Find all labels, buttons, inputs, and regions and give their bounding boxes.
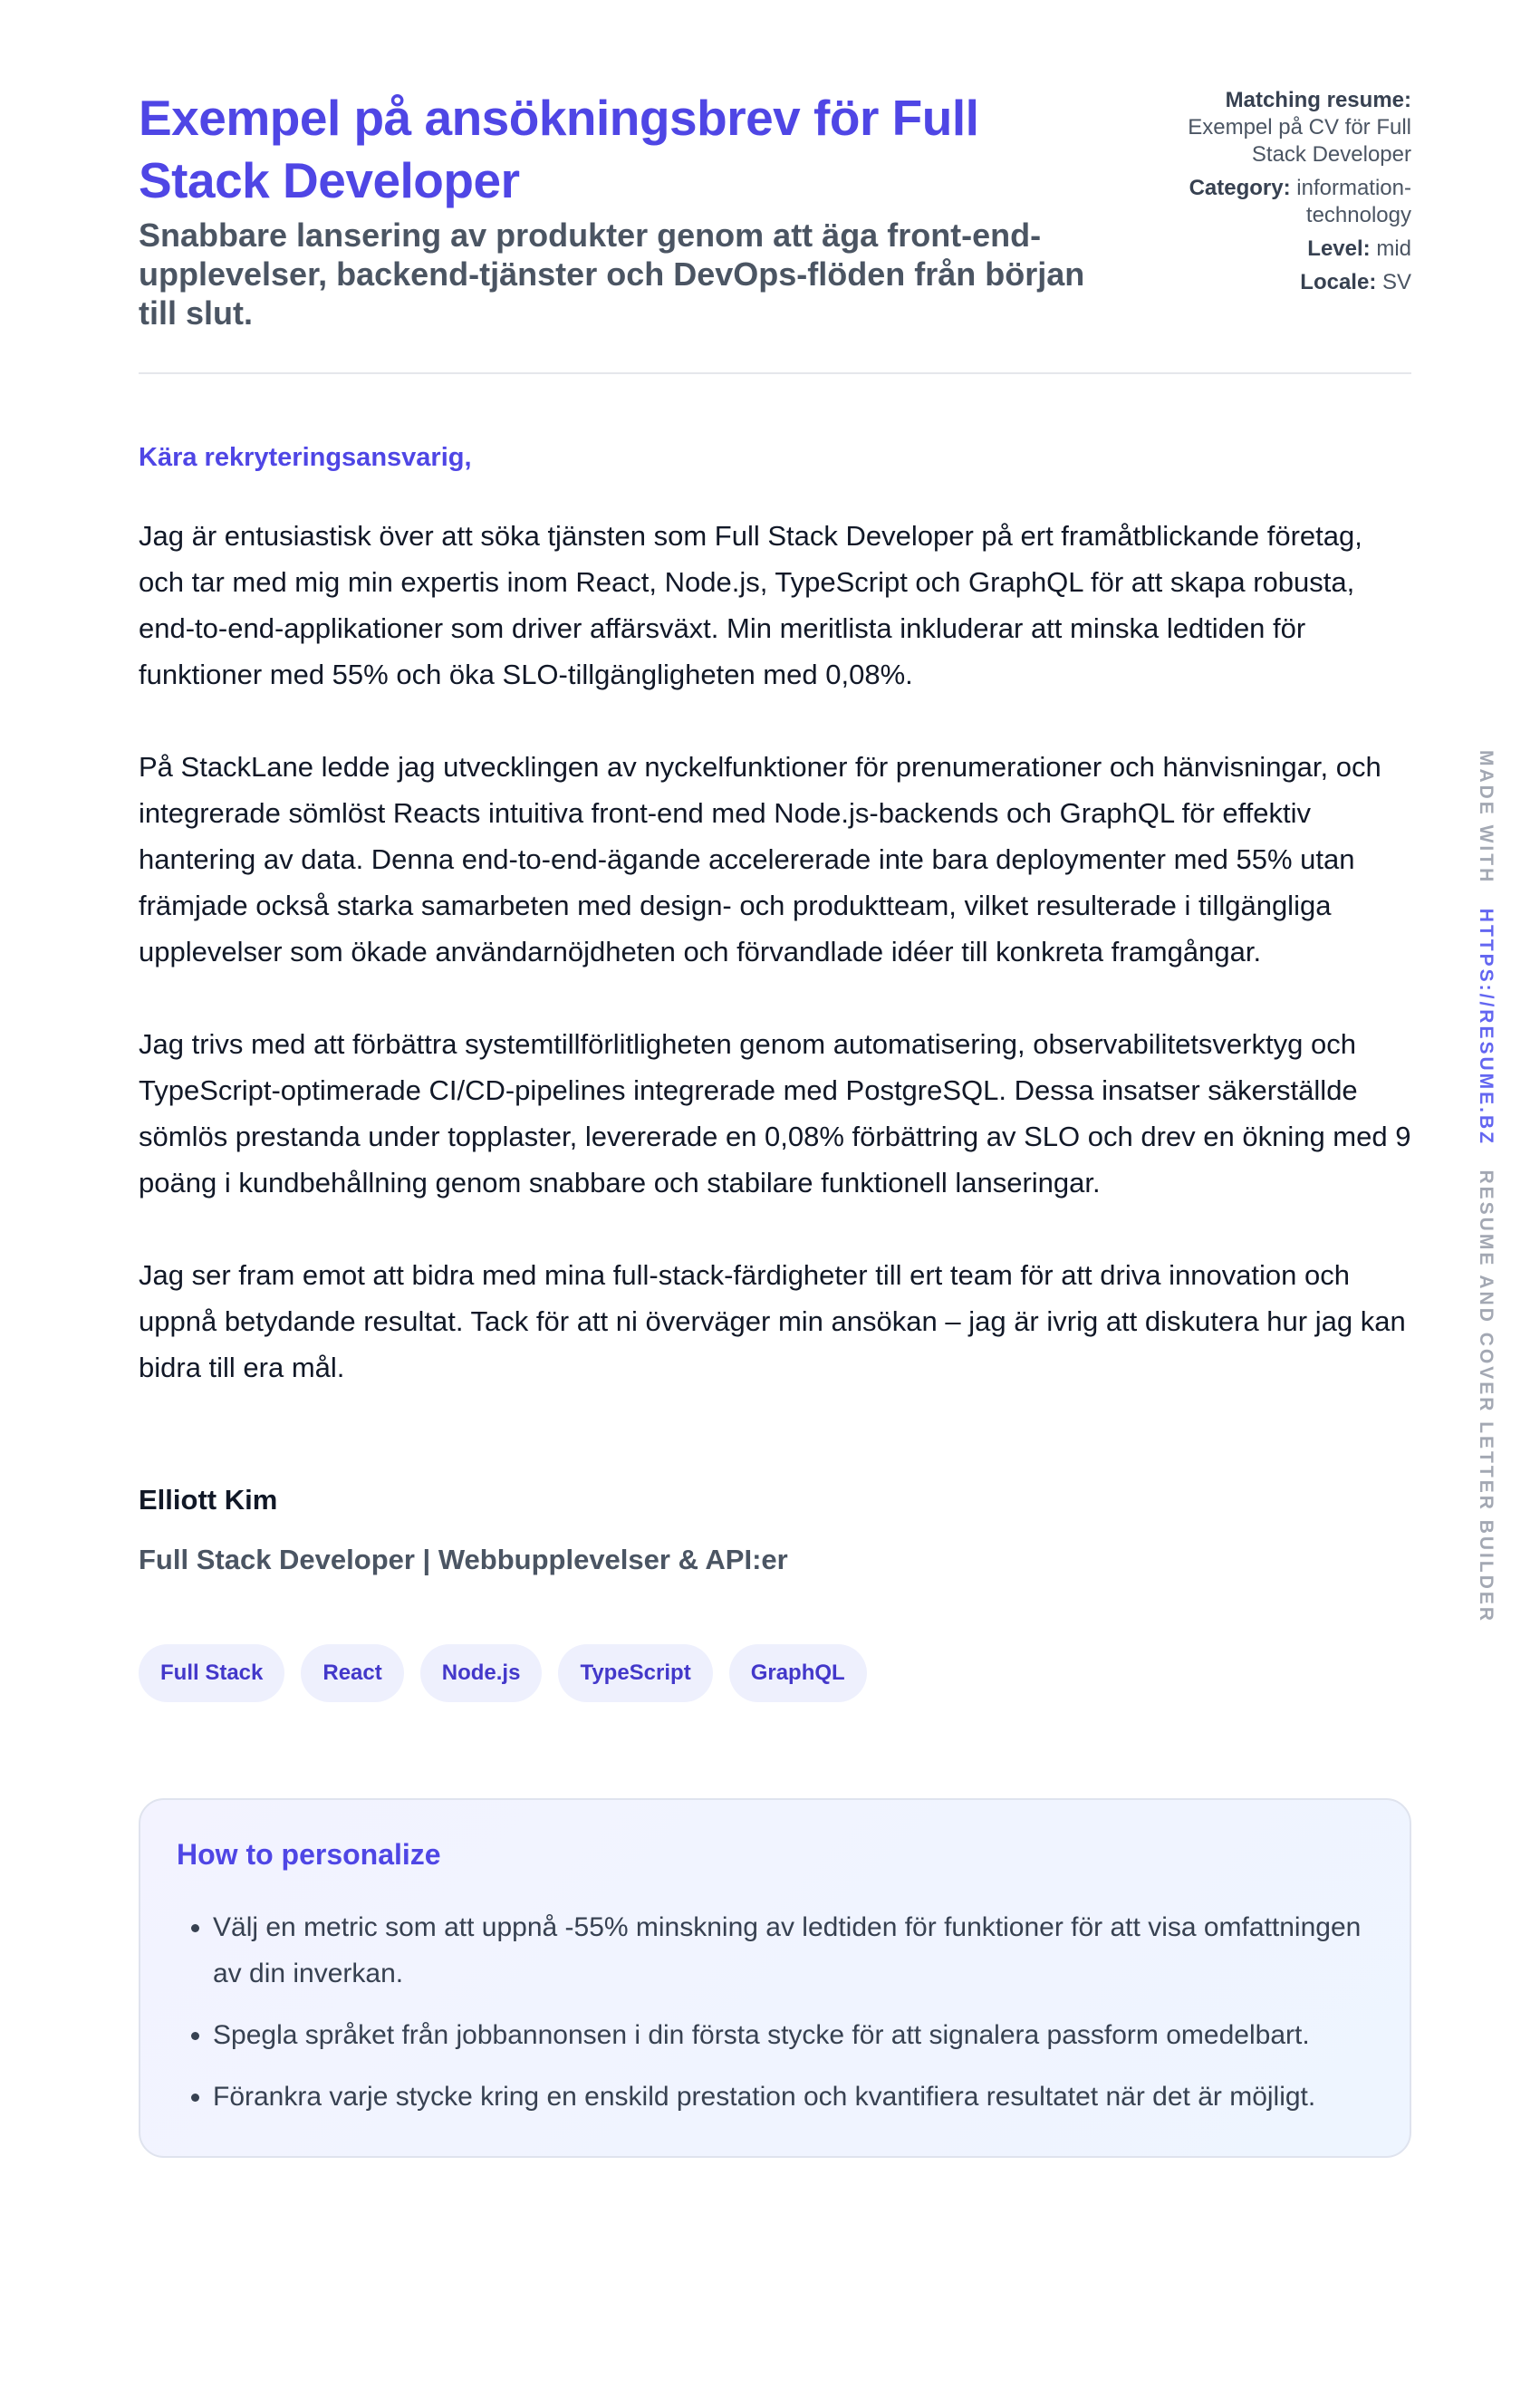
tip-item: • Spegla språket från jobbannonsen i din första stycke för att signalera passform omedelbart.	[213, 2012, 1373, 2058]
body-paragraph: Jag ser fram emot att bidra med mina full-stack-färdigheter till ert team för att driva innovation och uppnå betydande resultat. Tack för att ni överväger min ansökan – jag är ivrig att diskutera hur jag kan bidra till era mål.	[139, 1259, 1406, 1383]
meta-value: Exempel på CV för Full Stack Developer	[1188, 115, 1411, 167]
header-titles	[139, 87, 1117, 332]
credit-suffix: RESUME AND COVER LETTER BUILDER	[1476, 1170, 1497, 1624]
tag-graphql[interactable]: GraphQL	[729, 1644, 867, 1702]
meta-label: Category:	[1189, 176, 1291, 200]
tag-react[interactable]: React	[301, 1644, 403, 1702]
meta-label: Level:	[1307, 236, 1371, 261]
personalize-tips-card	[139, 1798, 1411, 2158]
meta-matching-resume	[1140, 87, 1411, 168]
body-paragraph: Jag trivs med att förbättra systemtillförlitligheten genom automatisering, observabilitetsverktyg och TypeScript-optimerade CI/CD-pipelines integrerade med PostgreSQL. Dessa insatser säkerställde sömlös prestanda under topplaster, levererade en 0,08% förbättring av SLO och drev en ökning med 9 poäng i kundbehållning genom snabbare och stabilare funktionell lanseringar.	[139, 1028, 1411, 1198]
side-credit	[1475, 750, 1497, 1623]
tip-item: • Välj en metric som att uppnå -55% minskning av ledtiden för funktioner för att visa omfattningen av din inverkan.	[213, 1904, 1373, 1997]
meta-level	[1140, 236, 1411, 263]
page-subtitle: Snabbare lansering av produkter genom att äga front-end-upplevelser, backend-tjänster och DevOps-flöden från början till slut.	[139, 217, 1085, 332]
meta-value: SV	[1381, 270, 1411, 294]
meta-label: Locale:	[1300, 270, 1377, 294]
body-paragraph: På StackLane ledde jag utvecklingen av nyckelfunktioner för prenumerationer och hänvisningar, och integrerade sömlöst Reacts intuitiva front-end med Node.js-backends och GraphQL för effektiv hantering av data. Denna end-to-end-ägande accelererade inte bara deploymenter med 55% utan främjade också starka samarbeten med design- och produktteam, vilket resulterade i tillgängliga upplevelser som ökade användarnöjdheten och förvandlade idéer till konkreta framgångar.	[139, 751, 1381, 967]
meta-value: information-technology	[1296, 176, 1411, 227]
meta-label: Matching resume:	[1225, 88, 1411, 112]
tips-list	[177, 1904, 1373, 2120]
page-title: Exempel på ansökningsbrev för Full Stack Developer	[139, 90, 979, 208]
meta-value: mid	[1376, 236, 1411, 261]
credit-link[interactable]: HTTPS://RESUME.BZ	[1476, 908, 1497, 1146]
tip-item: • Förankra varje stycke kring en enskild prestation och kvantifiera resultatet när det är möjligt.	[213, 2074, 1373, 2120]
tag-full-stack[interactable]: Full Stack	[139, 1644, 284, 1702]
tips-title: How to personalize	[177, 1838, 441, 1871]
letter-body	[139, 443, 1411, 1576]
skill-tags	[139, 1644, 1411, 1702]
meta-locale	[1140, 269, 1411, 296]
signature-title: Full Stack Developer | Webbupplevelser & API:er	[139, 1544, 788, 1575]
tag-typescript[interactable]: TypeScript	[558, 1644, 712, 1702]
cover-letter-page	[139, 87, 1411, 2158]
tag-nodejs[interactable]: Node.js	[420, 1644, 543, 1702]
credit-prefix: MADE WITH	[1476, 749, 1497, 885]
meta-category	[1140, 175, 1411, 229]
body-paragraph: Jag är entusiastisk över att söka tjänsten som Full Stack Developer på ert framåtblickande företag, och tar med mig min expertis inom React, Node.js, TypeScript och GraphQL för att skapa robusta, end-to-end-applikationer som driver affärsväxt. Min meritlista inkluderar att minska ledtiden för funktioner med 55% och öka SLO-tillgängligheten med 0,08%.	[139, 520, 1362, 690]
signature-name: Elliott Kim	[139, 1484, 278, 1516]
salutation: Kära rekryteringsansvarig,	[139, 443, 472, 472]
meta-panel	[1140, 87, 1411, 303]
letter-header	[139, 87, 1411, 374]
